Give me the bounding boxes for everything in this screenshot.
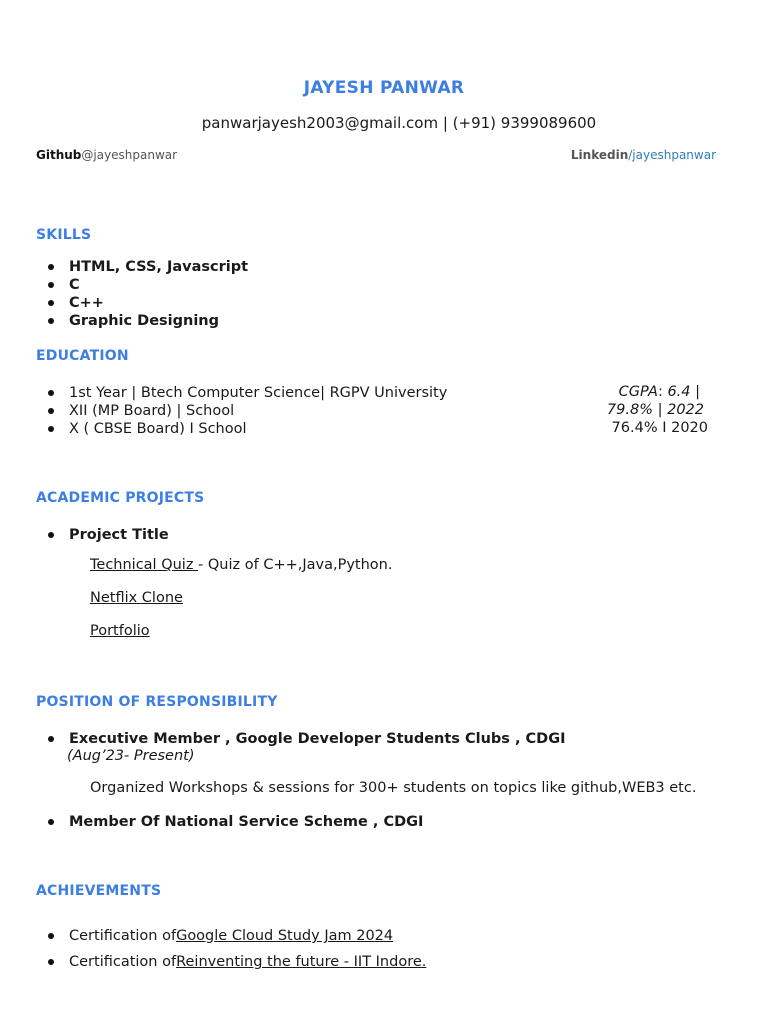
achievement-prefix: Certification of	[69, 928, 177, 944]
achievement-link[interactable]: Google Cloud Study Jam 2024	[176, 928, 394, 944]
project-description: - Quiz of C++,Java,Python.	[198, 557, 393, 573]
projects-heading: ACADEMIC PROJECTS	[36, 490, 205, 506]
github-handle[interactable]: @jayeshpanwar	[81, 148, 178, 162]
education-entry: XII (MP Board) | School	[69, 403, 235, 419]
bullet-icon	[48, 736, 54, 742]
achievements-list	[46, 923, 426, 975]
education-heading: EDUCATION	[36, 348, 129, 364]
list-item	[46, 276, 248, 294]
bullet-icon	[48, 390, 54, 396]
list-item	[46, 923, 426, 949]
education-entry: 1st Year | Btech Computer Science| RGPV University	[69, 385, 448, 401]
skills-list	[46, 258, 248, 330]
list-item	[46, 526, 169, 544]
resume-name: JAYESH PANWAR	[303, 78, 465, 98]
bullet-icon	[48, 933, 54, 939]
skill-label: C	[69, 277, 80, 293]
skills-heading: SKILLS	[36, 227, 92, 243]
linkedin-label: Linkedin	[570, 148, 629, 162]
bullet-icon	[48, 532, 54, 538]
project-item	[90, 590, 183, 606]
achievement-link[interactable]: Reinventing the future - IIT Indore.	[176, 954, 427, 970]
list-item	[46, 730, 566, 748]
bullet-icon	[48, 408, 54, 414]
bullet-icon	[48, 300, 54, 306]
role-title: Member Of National Service Scheme , CDGI	[69, 814, 424, 830]
role-title: Executive Member , Google Developer Students Clubs , CDGI	[69, 731, 566, 747]
cgpa-separator: :	[657, 384, 668, 400]
xii-score: 79.8% | 2022	[606, 402, 704, 418]
responsibility-list-2	[46, 813, 423, 831]
contact-line: panwarjayesh2003@gmail.com | (+91) 9399089600	[201, 114, 597, 132]
bullet-icon	[48, 819, 54, 825]
bullet-icon	[48, 318, 54, 324]
responsibility-list	[46, 730, 566, 748]
github-link[interactable]	[36, 148, 177, 162]
bullet-icon	[48, 959, 54, 965]
achievement-prefix: Certification of	[69, 954, 177, 970]
skill-label: HTML, CSS, Javascript	[69, 259, 249, 275]
skill-label: C++	[69, 295, 104, 311]
role-period: (Aug’23- Present)	[67, 748, 195, 764]
list-item	[46, 258, 248, 276]
x-score: 76.4% I 2020	[611, 420, 708, 436]
list-item	[46, 949, 426, 975]
list-item	[46, 294, 248, 312]
cgpa-label: CGPA	[618, 384, 658, 400]
bullet-icon	[48, 282, 54, 288]
achievements-heading: ACHIEVEMENTS	[36, 883, 162, 899]
bullet-icon	[48, 264, 54, 270]
github-label: Github	[36, 148, 82, 162]
linkedin-link[interactable]	[571, 148, 716, 162]
project-item	[90, 623, 150, 639]
role-description: Organized Workshops & sessions for 300+ students on topics like github,WEB3 etc.	[90, 780, 697, 796]
cgpa-value	[619, 384, 700, 400]
cgpa-score: 6.4 |	[667, 384, 700, 400]
project-link-portfolio[interactable]: Portfolio	[90, 623, 150, 639]
project-link-technical-quiz[interactable]: Technical Quiz	[90, 557, 199, 573]
skill-label: Graphic Designing	[69, 313, 219, 329]
list-item	[46, 312, 248, 330]
project-item	[90, 557, 392, 573]
responsibility-heading: POSITION OF RESPONSIBILITY	[36, 694, 278, 710]
bullet-icon	[48, 426, 54, 432]
list-item	[46, 813, 423, 831]
linkedin-handle[interactable]: /jayeshpanwar	[628, 148, 716, 162]
education-entry: X ( CBSE Board) I School	[69, 421, 247, 437]
project-link-netflix-clone[interactable]: Netflix Clone	[90, 590, 183, 606]
projects-list	[46, 526, 169, 544]
project-title-label: Project Title	[69, 527, 169, 543]
